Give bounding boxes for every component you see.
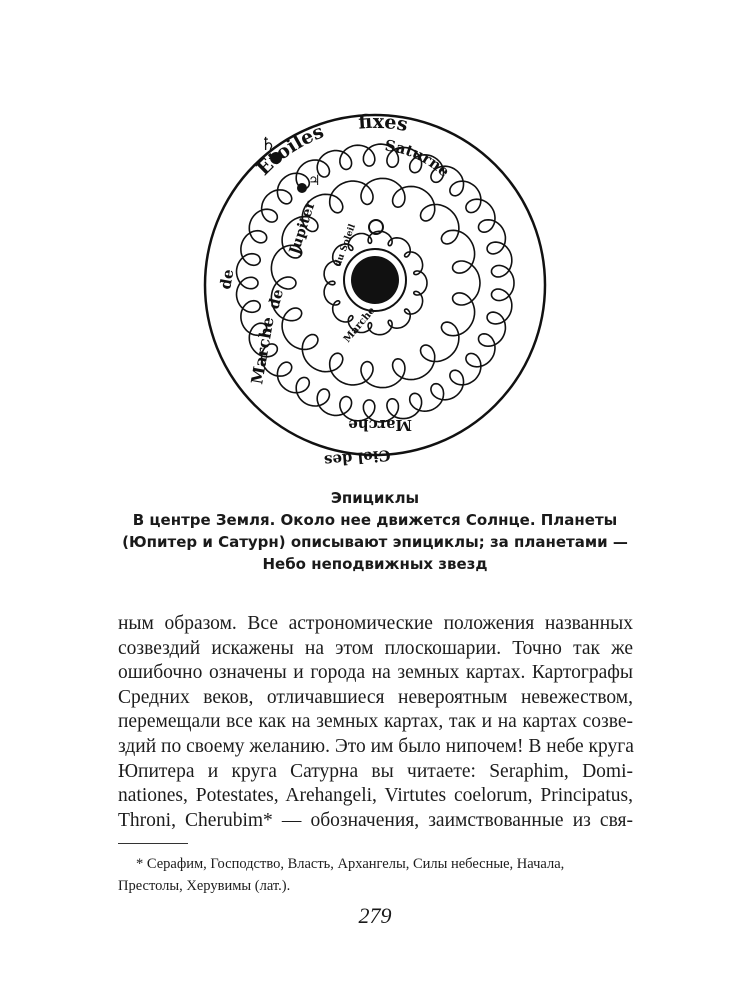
- de-label-1: de: [264, 287, 288, 312]
- saturn-symbol: ♄: [260, 134, 277, 155]
- page-number: 279: [358, 903, 392, 928]
- caption-line: (Юпитер и Сатурн) описывают эпициклы; за планетами —: [122, 533, 628, 551]
- footnote-line: * Серафим, Господство, Власть, Архангелы, Силы небесные, Начала,: [136, 856, 565, 872]
- epicycles-diagram: [190, 55, 560, 480]
- body-line: Средних веков, отличавшиеся невероятным невежеством,: [118, 686, 633, 708]
- body-line: здий по своему желанию. Это им было нипочем! В небе круга: [118, 735, 634, 757]
- figure-caption: [100, 487, 650, 575]
- sun-march-label-1: Marche: [341, 305, 378, 345]
- body-line: перемещали все как на земных картах, так и на картах созве-: [118, 711, 633, 733]
- saturn-label: Saturne: [383, 136, 454, 181]
- earth: [351, 256, 399, 304]
- jupiter-symbol: ♃: [308, 173, 321, 189]
- body-line: Throni, Cherubim* — обозначения, заимствованные из свя-: [118, 809, 633, 831]
- footnote-rule: [118, 843, 188, 844]
- caption-line: В центре Земля. Около нее движется Солнце. Планеты: [132, 511, 618, 529]
- jupiter-planet: [297, 183, 307, 193]
- body-line: nationes, Potestates, Arehangeli, Virtutes coelorum, Principatus,: [118, 785, 633, 807]
- sun-march-label-2: du Soleil: [333, 222, 359, 269]
- body-line: ным образом. Все астрономические положения названных: [118, 613, 633, 634]
- body-line: ошибочно означены и города на земных картах. Картографы: [118, 662, 633, 684]
- footnote-line: Престолы, Херувимы (лат.).: [118, 878, 291, 894]
- fixed-stars-label: Etoiles fixes: [252, 110, 410, 180]
- de-label-2: de: [216, 267, 238, 291]
- bottom-sky-label: Ciel des: [323, 446, 392, 470]
- body-line: Юпитера и круга Сатурна вы читаете: Seraphim, Domi-: [118, 760, 633, 782]
- body-paragraph: [118, 612, 633, 833]
- march-label: Marche: [247, 315, 278, 386]
- caption-title: Эпициклы: [330, 489, 420, 507]
- jupiter-label: Jupiter: [286, 199, 319, 257]
- bottom-march-label: Marche: [348, 416, 412, 434]
- footnote: [118, 853, 638, 897]
- caption-line: Небо неподвижных звезд: [262, 555, 488, 573]
- epicycles-figure: [190, 55, 560, 480]
- body-line: созвездий искажены на этом плоскошарии. Точно так же: [118, 637, 633, 659]
